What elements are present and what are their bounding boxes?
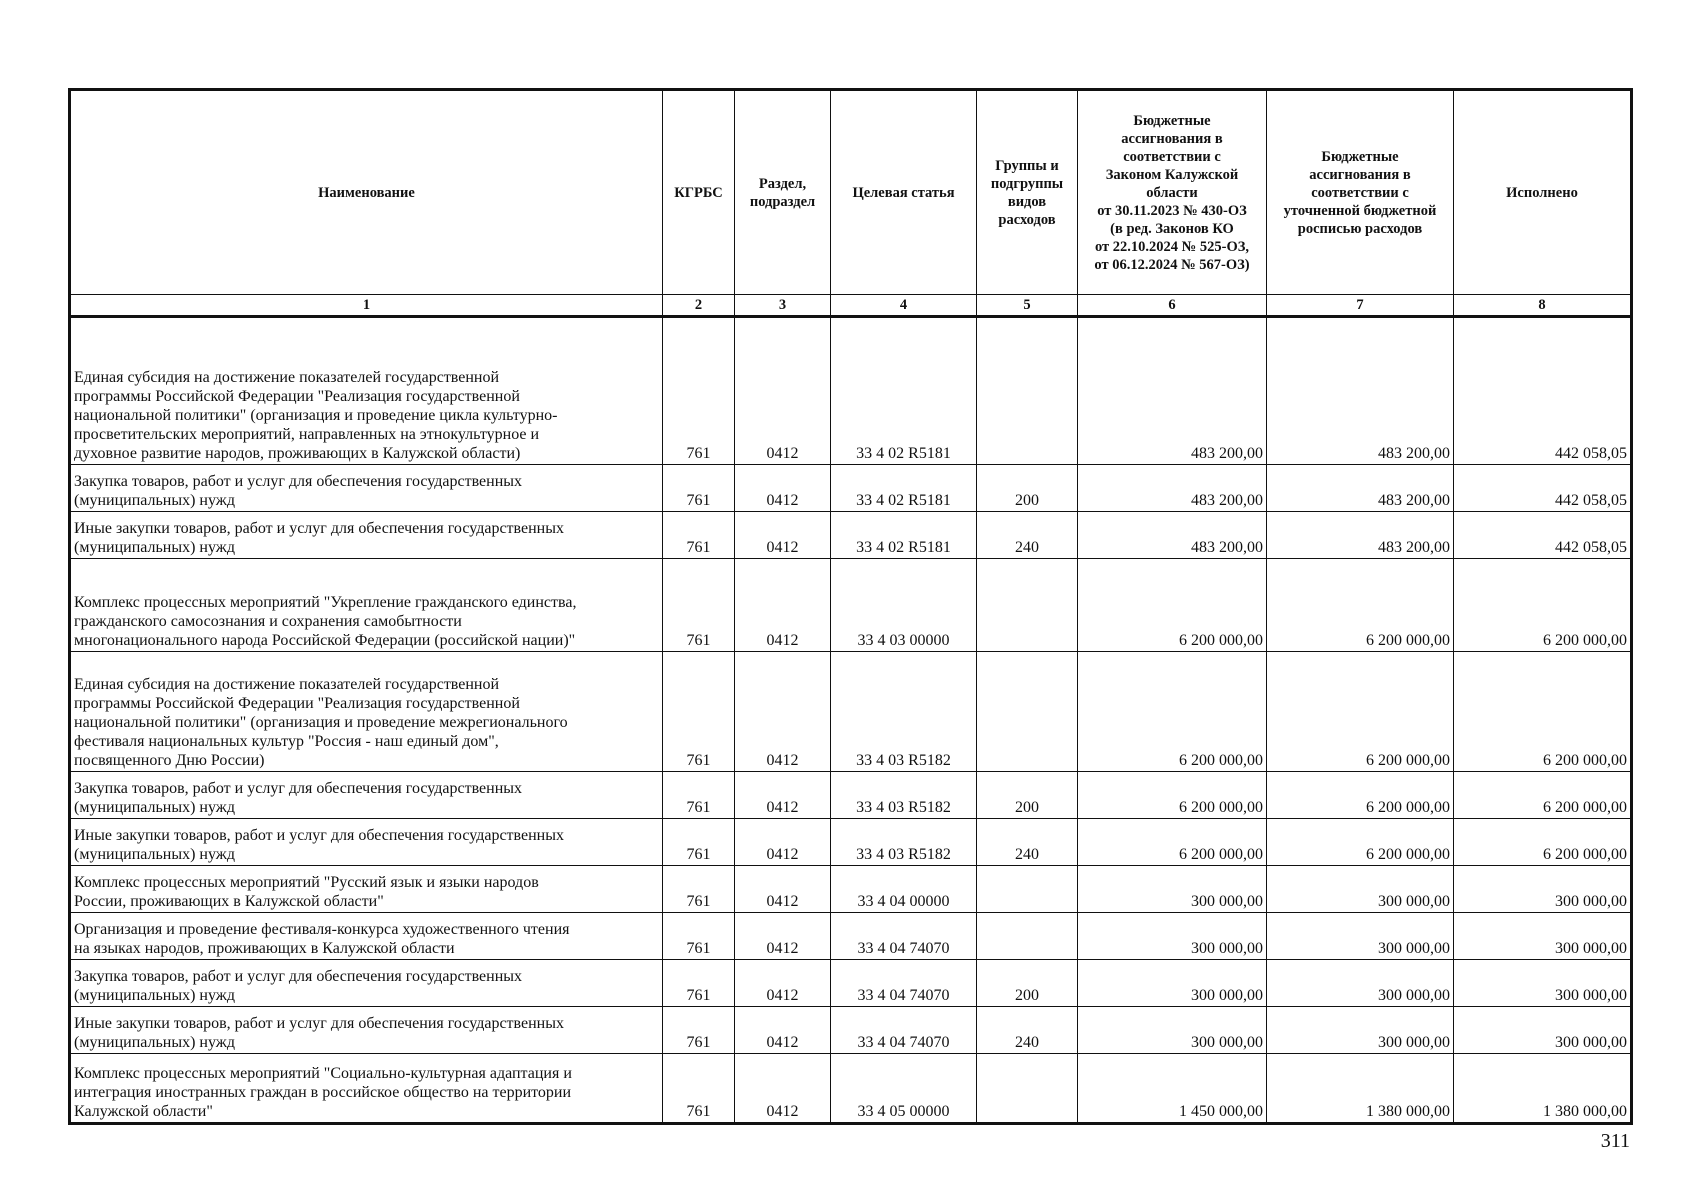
cell-law: 6 200 000,00 (1078, 652, 1267, 772)
cell-executed: 6 200 000,00 (1454, 772, 1632, 819)
cell-executed: 300 000,00 (1454, 960, 1632, 1007)
column-number: 1 (70, 295, 663, 317)
cell-law: 6 200 000,00 (1078, 772, 1267, 819)
cell-name (70, 1054, 663, 1124)
header-row (70, 90, 1632, 295)
cell-kgrbs: 761 (663, 652, 735, 772)
cell-section: 0412 (735, 819, 831, 866)
cell-law: 300 000,00 (1078, 960, 1267, 1007)
cell-group: 240 (977, 819, 1078, 866)
cell-name-line: Иные закупки товаров, работ и услуг для обеспечения государственных (74, 1015, 564, 1032)
cell-name-line: посвященного Дню России) (74, 752, 265, 769)
cell-group (977, 652, 1078, 772)
col-header-law (1078, 90, 1267, 295)
cell-name-line: просветительских мероприятий, направленных на этнокультурное и (74, 426, 540, 443)
table-row (70, 772, 1632, 819)
col-header-kgrbs: КГРБС (663, 90, 735, 295)
cell-name-line: Иные закупки товаров, работ и услуг для обеспечения государственных (74, 520, 564, 537)
cell-refined: 300 000,00 (1267, 866, 1454, 913)
cell-group (977, 1054, 1078, 1124)
col-header-refined-line: ассигнования в (1309, 166, 1411, 183)
cell-name (70, 652, 663, 772)
cell-name-line: Закупка товаров, работ и услуг для обеспечения государственных (74, 473, 523, 490)
cell-executed: 442 058,05 (1454, 317, 1632, 465)
cell-kgrbs: 761 (663, 866, 735, 913)
table-row (70, 960, 1632, 1007)
cell-name (70, 960, 663, 1007)
cell-executed: 300 000,00 (1454, 866, 1632, 913)
cell-refined: 483 200,00 (1267, 317, 1454, 465)
cell-name-line: гражданского самосознания и сохранения самобытности (74, 613, 462, 630)
cell-refined: 300 000,00 (1267, 960, 1454, 1007)
cell-name-line: (муниципальных) нужд (74, 1034, 235, 1051)
table-row (70, 866, 1632, 913)
cell-group: 200 (977, 465, 1078, 512)
cell-group: 240 (977, 512, 1078, 559)
cell-refined: 483 200,00 (1267, 512, 1454, 559)
col-header-refined (1267, 90, 1454, 295)
table-row (70, 317, 1632, 465)
table-row (70, 559, 1632, 652)
cell-section: 0412 (735, 512, 831, 559)
cell-law: 6 200 000,00 (1078, 559, 1267, 652)
cell-name-line: многонационального народа Российской Федерации (российской нации)" (74, 632, 576, 649)
cell-name-line: (муниципальных) нужд (74, 539, 235, 556)
cell-name-line: фестиваля национальных культур "Россия - наш единый дом", (74, 733, 499, 750)
cell-law: 300 000,00 (1078, 1007, 1267, 1054)
cell-target: 33 4 03 R5182 (831, 652, 977, 772)
cell-target: 33 4 02 R5181 (831, 512, 977, 559)
cell-law: 6 200 000,00 (1078, 819, 1267, 866)
cell-section: 0412 (735, 913, 831, 960)
cell-name-line: (муниципальных) нужд (74, 846, 235, 863)
cell-name-line: Закупка товаров, работ и услуг для обеспечения государственных (74, 780, 523, 797)
cell-section: 0412 (735, 960, 831, 1007)
cell-target: 33 4 03 00000 (831, 559, 977, 652)
cell-refined: 1 380 000,00 (1267, 1054, 1454, 1124)
col-header-law-line: от 22.10.2024 № 525-ОЗ, (1094, 238, 1249, 255)
cell-law: 483 200,00 (1078, 317, 1267, 465)
col-header-groups: Группы и подгруппы видов расходов (977, 90, 1078, 295)
col-header-executed: Исполнено (1454, 90, 1632, 295)
table-row (70, 652, 1632, 772)
cell-target: 33 4 03 R5182 (831, 819, 977, 866)
col-header-law-line: от 30.11.2023 № 430-ОЗ (1097, 202, 1247, 219)
cell-name-line: (муниципальных) нужд (74, 987, 235, 1004)
cell-name-line: Закупка товаров, работ и услуг для обеспечения государственных (74, 968, 523, 985)
col-header-refined-line: Бюджетные (1321, 148, 1399, 165)
cell-executed: 6 200 000,00 (1454, 559, 1632, 652)
column-number: 6 (1078, 295, 1267, 317)
cell-group: 200 (977, 772, 1078, 819)
column-number: 4 (831, 295, 977, 317)
cell-section: 0412 (735, 559, 831, 652)
col-header-law-line: Законом Калужской (1105, 166, 1239, 183)
col-header-refined-line: соответствии с (1311, 184, 1409, 201)
table-row (70, 1007, 1632, 1054)
col-header-law-line: Бюджетные (1133, 112, 1211, 129)
cell-kgrbs: 761 (663, 1054, 735, 1124)
cell-name-line: программы Российской Федерации "Реализация государственной (74, 695, 520, 712)
cell-refined: 6 200 000,00 (1267, 772, 1454, 819)
cell-name-line: национальной политики" (организация и проведение межрегионального (74, 714, 568, 731)
cell-kgrbs: 761 (663, 512, 735, 559)
col-header-law-line: области (1146, 184, 1198, 201)
cell-name (70, 913, 663, 960)
col-header-name: Наименование (70, 90, 663, 295)
column-number: 7 (1267, 295, 1454, 317)
col-header-section: Раздел, подраздел (735, 90, 831, 295)
col-header-refined-line: росписью расходов (1297, 220, 1423, 237)
cell-name-line: Единая субсидия на достижение показателей государственной (74, 369, 500, 386)
cell-group (977, 317, 1078, 465)
cell-name (70, 317, 663, 465)
cell-name-line: программы Российской Федерации "Реализация государственной (74, 388, 520, 405)
page-number: 311 (1600, 1130, 1630, 1152)
cell-name-line: (муниципальных) нужд (74, 492, 235, 509)
cell-name (70, 772, 663, 819)
cell-section: 0412 (735, 652, 831, 772)
col-header-law-line: ассигнования в (1121, 130, 1223, 147)
cell-name (70, 1007, 663, 1054)
cell-refined: 6 200 000,00 (1267, 652, 1454, 772)
cell-executed: 300 000,00 (1454, 1007, 1632, 1054)
cell-executed: 6 200 000,00 (1454, 652, 1632, 772)
col-header-law-line: от 06.12.2024 № 567-ОЗ) (1094, 256, 1250, 273)
cell-group (977, 559, 1078, 652)
cell-law: 483 200,00 (1078, 465, 1267, 512)
cell-name-line: национальной политики" (организация и проведение цикла культурно- (74, 407, 558, 424)
cell-name-line: духовное развитие народов, проживающих в Калужской области) (74, 445, 521, 462)
cell-name-line: России, проживающих в Калужской области" (74, 893, 384, 910)
table-body (70, 317, 1632, 1124)
cell-name-line: Единая субсидия на достижение показателей государственной (74, 676, 500, 693)
cell-law: 483 200,00 (1078, 512, 1267, 559)
cell-executed: 6 200 000,00 (1454, 819, 1632, 866)
column-number: 2 (663, 295, 735, 317)
cell-executed: 300 000,00 (1454, 913, 1632, 960)
budget-table (68, 88, 1633, 1125)
cell-kgrbs: 761 (663, 819, 735, 866)
cell-refined: 483 200,00 (1267, 465, 1454, 512)
table-row (70, 819, 1632, 866)
cell-name-line: Комплекс процессных мероприятий "Укрепление гражданского единства, (74, 594, 577, 611)
cell-section: 0412 (735, 465, 831, 512)
table-row (70, 913, 1632, 960)
cell-kgrbs: 761 (663, 1007, 735, 1054)
cell-name (70, 559, 663, 652)
cell-name-line: интеграция иностранных граждан в российское общество на территории (74, 1084, 572, 1101)
cell-target: 33 4 02 R5181 (831, 465, 977, 512)
col-header-law-line: (в ред. Законов КО (1110, 220, 1234, 237)
cell-name (70, 819, 663, 866)
cell-name-line: Калужской области" (74, 1103, 213, 1120)
cell-target: 33 4 04 74070 (831, 1007, 977, 1054)
cell-refined: 6 200 000,00 (1267, 559, 1454, 652)
cell-target: 33 4 04 74070 (831, 960, 977, 1007)
column-number-row (70, 295, 1632, 317)
col-header-law-line: соответствии с (1123, 148, 1221, 165)
cell-group (977, 866, 1078, 913)
cell-refined: 6 200 000,00 (1267, 819, 1454, 866)
cell-kgrbs: 761 (663, 559, 735, 652)
table-row (70, 1054, 1632, 1124)
cell-section: 0412 (735, 1054, 831, 1124)
cell-kgrbs: 761 (663, 317, 735, 465)
cell-name (70, 512, 663, 559)
cell-kgrbs: 761 (663, 913, 735, 960)
cell-kgrbs: 761 (663, 772, 735, 819)
cell-name-line: Комплекс процессных мероприятий "Русский язык и языки народов (74, 874, 539, 891)
cell-executed: 442 058,05 (1454, 512, 1632, 559)
cell-refined: 300 000,00 (1267, 913, 1454, 960)
col-header-refined-line: уточненной бюджетной (1283, 202, 1437, 219)
cell-group: 200 (977, 960, 1078, 1007)
cell-name-line: Комплекс процессных мероприятий "Социально-культурная адаптация и (74, 1065, 572, 1082)
cell-name-line: Иные закупки товаров, работ и услуг для обеспечения государственных (74, 827, 564, 844)
cell-target: 33 4 05 00000 (831, 1054, 977, 1124)
cell-section: 0412 (735, 1007, 831, 1054)
column-number: 5 (977, 295, 1078, 317)
cell-law: 300 000,00 (1078, 866, 1267, 913)
cell-section: 0412 (735, 866, 831, 913)
cell-refined: 300 000,00 (1267, 1007, 1454, 1054)
column-number: 3 (735, 295, 831, 317)
cell-section: 0412 (735, 772, 831, 819)
cell-group (977, 913, 1078, 960)
cell-name-line: Организация и проведение фестиваля-конкурса художественного чтения (74, 921, 570, 938)
table-row (70, 512, 1632, 559)
cell-target: 33 4 03 R5182 (831, 772, 977, 819)
cell-executed: 442 058,05 (1454, 465, 1632, 512)
col-header-target: Целевая статья (831, 90, 977, 295)
table-row (70, 465, 1632, 512)
cell-kgrbs: 761 (663, 960, 735, 1007)
cell-law: 1 450 000,00 (1078, 1054, 1267, 1124)
cell-target: 33 4 04 00000 (831, 866, 977, 913)
cell-kgrbs: 761 (663, 465, 735, 512)
cell-name-line: (муниципальных) нужд (74, 799, 235, 816)
cell-target: 33 4 04 74070 (831, 913, 977, 960)
cell-executed: 1 380 000,00 (1454, 1054, 1632, 1124)
column-number: 8 (1454, 295, 1632, 317)
cell-name (70, 465, 663, 512)
cell-target: 33 4 02 R5181 (831, 317, 977, 465)
cell-name (70, 866, 663, 913)
cell-name-line: на языках народов, проживающих в Калужской области (74, 940, 455, 957)
cell-section: 0412 (735, 317, 831, 465)
cell-group: 240 (977, 1007, 1078, 1054)
cell-law: 300 000,00 (1078, 913, 1267, 960)
